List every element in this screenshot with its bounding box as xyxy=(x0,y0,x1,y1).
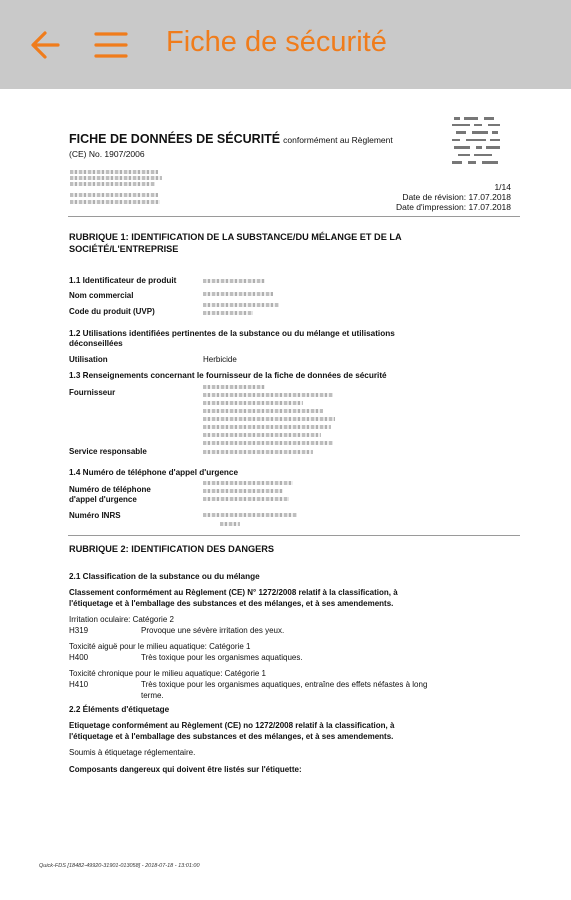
subsection-1-3: 1.3 Renseignements concernant le fournisseur de la fiche de données de sécurité xyxy=(69,371,387,380)
label-code-produit: Code du produit (UVP) xyxy=(69,307,155,316)
hamburger-menu-icon[interactable] xyxy=(94,30,128,60)
redacted-text xyxy=(203,393,333,397)
etiquetage-line2: l'étiquetage et à l'emballage des substances et des mélanges, et à ses amendements. xyxy=(69,732,394,741)
redacted-text xyxy=(203,450,313,454)
section2-heading: RUBRIQUE 2: IDENTIFICATION DES DANGERS xyxy=(69,544,275,554)
redacted-text xyxy=(203,401,303,405)
redacted-text xyxy=(203,425,331,429)
app-bar xyxy=(0,0,571,89)
redacted-text xyxy=(220,522,240,526)
redacted-text xyxy=(70,176,162,180)
classification-line2: l'étiquetage et à l'emballage des substances et des mélanges, et à ses amendements. xyxy=(69,599,394,608)
composants-heading: Composants dangereux qui doivent être listés sur l'étiquette: xyxy=(69,765,302,774)
redacted-text xyxy=(70,182,155,186)
redacted-text xyxy=(203,385,265,389)
redacted-text xyxy=(203,292,273,296)
label-telephone-line2: d'appel d'urgence xyxy=(69,495,137,504)
redacted-text xyxy=(70,170,158,174)
doc-title-rest: conformément au Règlement xyxy=(283,135,393,145)
print-date: Date d'impression: 17.07.2018 xyxy=(395,202,511,212)
h400-text: Très toxique pour les organismes aquatiques. xyxy=(141,653,303,662)
subsection-1-4: 1.4 Numéro de téléphone d'appel d'urgence xyxy=(69,468,239,477)
redacted-text xyxy=(203,409,323,413)
header-rule xyxy=(68,216,520,217)
subsection-1-2-line2: déconseillées xyxy=(69,339,123,348)
tox-acute-category: Toxicité aiguë pour le milieu aquatique: Catégorie 1 xyxy=(69,642,251,651)
section1-heading-line1: RUBRIQUE 1: IDENTIFICATION DE LA SUBSTANCE/DU MÉLANGE ET DE LA xyxy=(69,232,402,242)
subsection-1-1: 1.1 Identificateur de produit xyxy=(69,276,177,285)
h319-code: H319 xyxy=(69,626,89,635)
h410-text-line1: Très toxique pour les organismes aquatiques, entraîne des effets néfastes à long xyxy=(141,680,428,689)
label-numero-inrs: Numéro INRS xyxy=(69,511,121,520)
tox-chronic-category: Toxicité chronique pour le milieu aquatique: Catégorie 1 xyxy=(69,669,267,678)
label-service-responsable: Service responsable xyxy=(69,447,147,456)
redacted-text xyxy=(203,279,265,283)
redacted-text xyxy=(70,200,160,204)
soumis-text: Soumis à étiquetage réglementaire. xyxy=(69,748,196,757)
classification-line1: Classement conformément au Règlement (CE) N° 1272/2008 relatif à la classification, à xyxy=(69,588,398,597)
document-footer: Quick-FDS [18482-49920-31901-013058] - 2018-07-18 - 13:01:00 xyxy=(39,863,200,869)
redacted-text xyxy=(203,489,283,493)
subsection-2-1: 2.1 Classification de la substance ou du mélange xyxy=(69,572,260,581)
redacted-text xyxy=(203,441,333,445)
revision-date: Date de révision: 17.07.2018 xyxy=(402,192,511,202)
label-utilisation: Utilisation xyxy=(69,355,108,364)
redacted-text xyxy=(203,497,289,501)
subsection-2-2: 2.2 Éléments d'étiquetage xyxy=(69,705,170,714)
barcode-image xyxy=(452,115,502,171)
label-telephone-line1: Numéro de téléphone xyxy=(69,485,151,494)
redacted-text xyxy=(203,481,293,485)
app-title: Fiche de sécurité xyxy=(166,26,387,58)
h400-code: H400 xyxy=(69,653,89,662)
label-nom-commercial: Nom commercial xyxy=(69,291,134,300)
document-page[interactable] xyxy=(0,89,571,900)
section-rule xyxy=(68,535,520,536)
redacted-text xyxy=(203,303,279,307)
h410-text-line2: terme. xyxy=(141,691,164,700)
h319-text: Provoque une sévère irritation des yeux. xyxy=(141,626,285,635)
page-number: 1/14 xyxy=(494,182,511,192)
redacted-text xyxy=(203,417,335,421)
doc-title-bold: FICHE DE DONNÉES DE SÉCURITÉ xyxy=(69,132,281,146)
back-arrow-icon[interactable] xyxy=(28,28,62,62)
label-fournisseur: Fournisseur xyxy=(69,388,116,397)
section1-heading-line2: SOCIÉTÉ/L'ENTREPRISE xyxy=(69,244,179,254)
subsection-1-2-line1: 1.2 Utilisations identifiées pertinentes de la substance ou du mélange et utilisations xyxy=(69,329,395,338)
doc-title-line2: (CE) No. 1907/2006 xyxy=(69,149,145,159)
value-utilisation: Herbicide xyxy=(203,355,237,364)
doc-title xyxy=(69,132,393,146)
redacted-text xyxy=(203,513,297,517)
redacted-text xyxy=(203,311,253,315)
redacted-text xyxy=(70,193,158,197)
h410-code: H410 xyxy=(69,680,89,689)
redacted-text xyxy=(203,433,321,437)
irritation-category: Irritation oculaire: Catégorie 2 xyxy=(69,615,174,624)
etiquetage-line1: Etiquetage conformément au Règlement (CE) no 1272/2008 relatif à la classification, à xyxy=(69,721,395,730)
